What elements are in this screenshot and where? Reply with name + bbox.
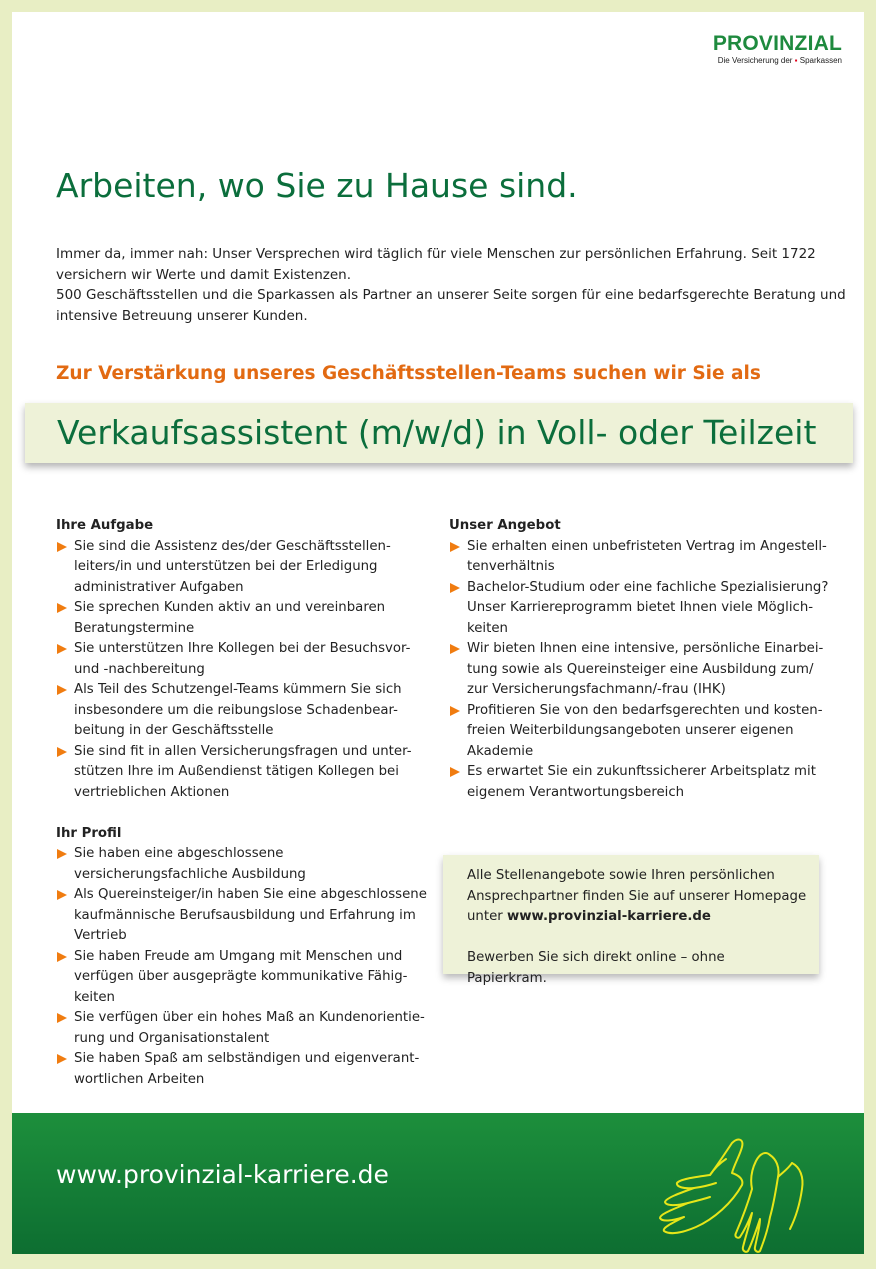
list-item: Sie haben Freude am Umgang mit Menschen und verfügen über ausgeprägte kommunikative Fähig-keiten	[56, 947, 436, 1009]
profil-list	[56, 844, 436, 1090]
bullet-arrow-icon	[57, 890, 67, 900]
job-title-banner	[25, 403, 853, 463]
bullet-arrow-icon	[450, 706, 460, 716]
aufgabe-title: Ihre Aufgabe	[56, 518, 154, 533]
sparkassen-s-icon: ▪	[794, 56, 798, 65]
intro-paragraph-2: 500 Geschäftsstellen und die Sparkassen als Partner an unserer Seite sorgen für eine bedarfsgerechte Beratung und intensive Betreuung unserer Kunden.	[56, 287, 846, 324]
bullet-arrow-icon	[57, 685, 67, 695]
intro-text	[56, 244, 856, 326]
list-item: Als Quereinsteiger/in haben Sie eine abgeschlossene kaufmännische Berufsausbildung und Erfahrung im Vertrieb	[56, 885, 436, 947]
job-ad-page	[12, 12, 864, 1254]
bullet-arrow-icon	[57, 603, 67, 613]
left-column	[56, 516, 436, 1090]
bullet-arrow-icon	[450, 644, 460, 654]
list-item: Es erwartet Sie ein zukunftssicherer Arbeitsplatz mit eigenem Verantwortungsbereich	[449, 762, 829, 803]
bullet-arrow-icon	[57, 849, 67, 859]
list-item: Als Teil des Schutzengel-Teams kümmern Sie sich insbesondere um die reibungslose Schadenbear-beitung in der Geschäftsstelle	[56, 680, 436, 742]
apply-online-text: Bewerben Sie sich direkt online – ohne Papierkram.	[467, 950, 725, 986]
bullet-arrow-icon	[450, 767, 460, 777]
bullet-arrow-icon	[450, 542, 460, 552]
list-item: Sie sind fit in allen Versicherungsfragen und unter-stützen Ihre im Außendienst tätigen Kollegen bei vertrieblichen Aktionen	[56, 742, 436, 804]
bullet-arrow-icon	[57, 644, 67, 654]
list-item: Sie haben eine abgeschlossene versicherungsfachliche Ausbildung	[56, 844, 436, 885]
list-item: Sie sind die Assistenz des/der Geschäftsstellen-leiters/in und unterstützen bei der Erledigung administrativer Aufgaben	[56, 537, 436, 599]
list-item: Sie unterstützen Ihre Kollegen bei der Besuchsvor- und -nachbereitung	[56, 639, 436, 680]
list-item: Sie haben Spaß am selbständigen und eigenverant-wortlichen Arbeiten	[56, 1049, 436, 1090]
subheadline: Zur Verstärkung unseres Geschäftsstellen-Teams suchen wir Sie als	[56, 363, 761, 384]
logo-tagline	[713, 56, 842, 66]
schutzengel-hands-icon	[652, 1133, 822, 1254]
angebot-title: Unser Angebot	[449, 518, 561, 533]
info-text: Alle Stellenangebote sowie Ihren persönlichen Ansprechpartner finden Sie auf unserer Homepage unter www.provinzial-karriere.de	[467, 868, 807, 924]
provinzial-logo[interactable]	[713, 32, 842, 66]
page-headline: Arbeiten, wo Sie zu Hause sind.	[56, 166, 578, 205]
angebot-list	[449, 537, 829, 804]
bullet-arrow-icon	[57, 1054, 67, 1064]
list-item: Bachelor-Studium oder eine fachliche Spezialisierung? Unser Karriereprogramm bietet Ihnen viele Möglich-keiten	[449, 578, 829, 640]
logo-wordmark: PROVINZIAL	[712, 32, 842, 55]
list-item: Profitieren Sie von den bedarfsgerechten und kosten-freien Weiterbildungsangeboten unserer eigenen Akademie	[449, 701, 829, 763]
homepage-link[interactable]: www.provinzial-karriere.de	[506, 909, 711, 924]
list-item: Sie sprechen Kunden aktiv an und vereinbaren Beratungstermine	[56, 598, 436, 639]
logo-tagline-prefix: Die Versicherung der	[717, 56, 793, 65]
bullet-arrow-icon	[57, 542, 67, 552]
list-item: Sie verfügen über ein hohes Maß an Kundenorientie-rung und Organisationstalent	[56, 1008, 436, 1049]
intro-paragraph-1: Immer da, immer nah: Unser Versprechen wird täglich für viele Menschen zur persönlichen Erfahrung. Seit 1722 versichern wir Werte und damit Existenzen.	[56, 246, 816, 283]
bullet-arrow-icon	[450, 583, 460, 593]
list-item: Wir bieten Ihnen eine intensive, persönliche Einarbei-tung sowie als Quereinsteiger eine Ausbildung zum/ zur Versicherungsfachmann/-frau (IHK)	[449, 639, 829, 701]
bullet-arrow-icon	[57, 1013, 67, 1023]
bullet-arrow-icon	[57, 747, 67, 757]
bullet-arrow-icon	[57, 952, 67, 962]
profil-title: Ihr Profil	[56, 825, 122, 841]
logo-tagline-suffix: Sparkassen	[799, 56, 842, 65]
application-info-box	[443, 855, 819, 986]
right-column	[449, 516, 829, 803]
list-item: Sie erhalten einen unbefristeten Vertrag im Angestell-tenverhältnis	[449, 537, 829, 578]
footer-banner	[12, 1113, 864, 1254]
job-title: Verkaufsassistent (m/w/d) in Voll- oder Teilzeit	[57, 413, 817, 452]
aufgabe-list	[56, 537, 436, 804]
footer-url-link[interactable]: www.provinzial-karriere.de	[56, 1160, 389, 1189]
